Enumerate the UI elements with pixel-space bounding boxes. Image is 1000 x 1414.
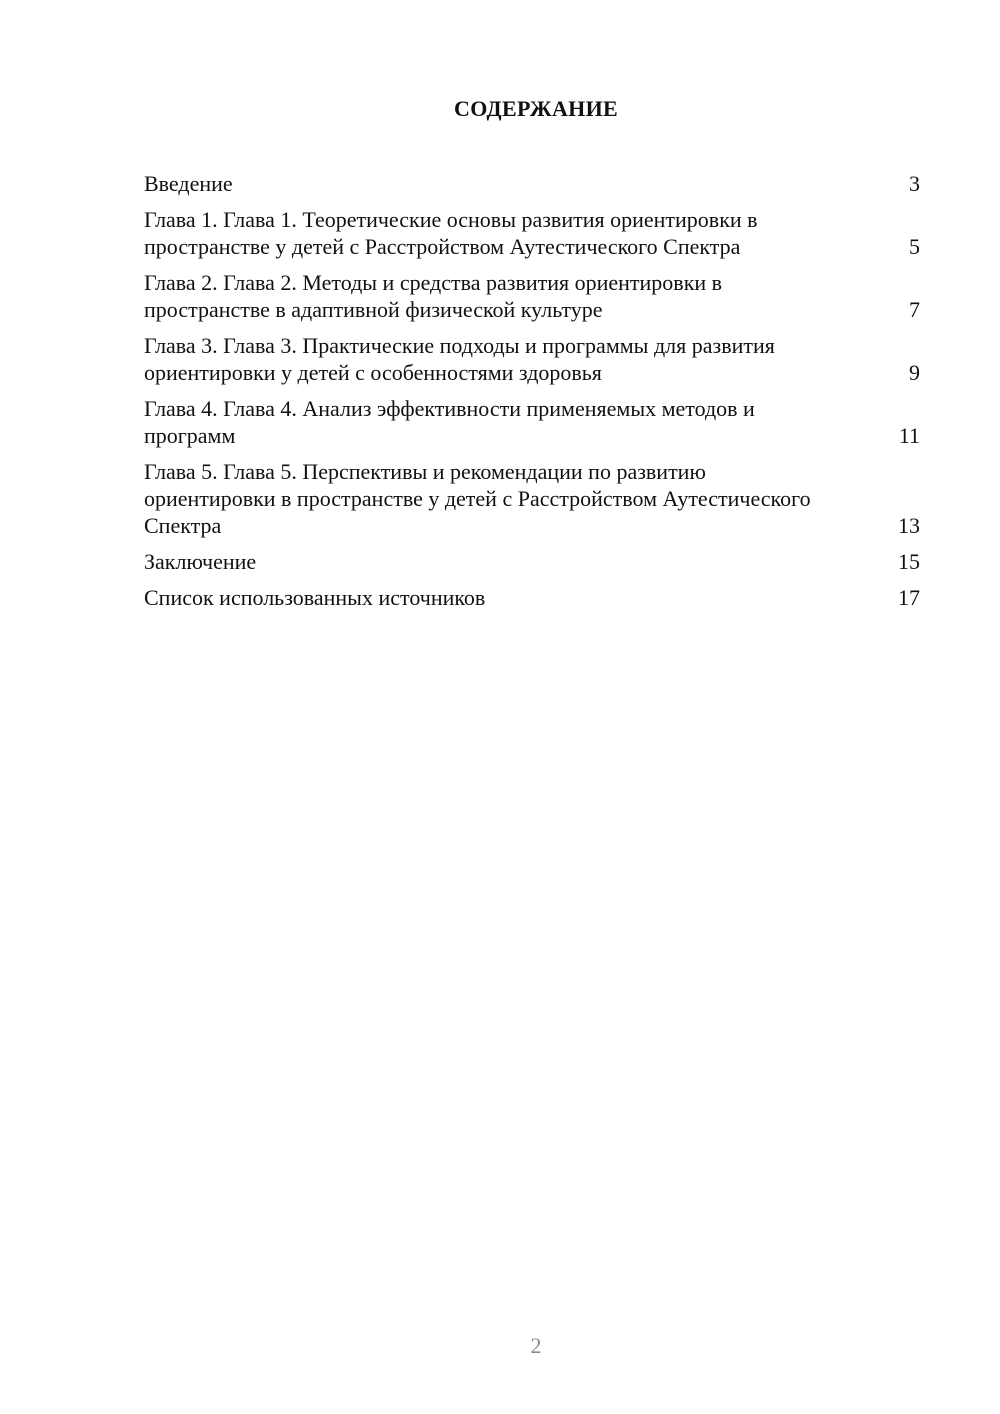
toc-entry-text: Глава 2. Глава 2. Методы и средства развития ориентировки в пространстве в адаптивной физической культуре (144, 270, 723, 322)
toc-entry-conclusion[interactable] (144, 548, 920, 575)
toc-entry-chapter-1[interactable] (144, 206, 920, 260)
toc-entry-chapter-5[interactable] (144, 458, 920, 539)
toc-entry-introduction[interactable] (144, 170, 920, 197)
table-of-contents (144, 170, 920, 620)
toc-entry-chapter-4[interactable] (144, 395, 920, 449)
toc-entry-page: 13 (898, 513, 920, 538)
page-number: 2 (530, 1333, 542, 1358)
toc-entry-page: 17 (898, 585, 920, 610)
toc-entry-page: 3 (909, 171, 920, 196)
toc-entry-text: Введение (144, 171, 233, 196)
toc-entry-page: 5 (909, 234, 920, 259)
toc-entry-chapter-2[interactable] (144, 269, 920, 323)
toc-entry-text: Глава 4. Глава 4. Анализ эффективности применяемых методов и программ (144, 396, 755, 448)
toc-entry-chapter-3[interactable] (144, 332, 920, 386)
toc-entry-text: Глава 5. Глава 5. Перспективы и рекомендации по развитию ориентировки в пространстве у детей с Расстройством Аутестического Спектра (144, 459, 811, 538)
toc-entry-page: 15 (898, 549, 920, 574)
toc-entry-references[interactable] (144, 584, 920, 611)
toc-entry-text: Глава 1. Глава 1. Теоретические основы развития ориентировки в пространстве у детей с Расстройством Аутестического Спектра (144, 207, 758, 259)
page-title: СОДЕРЖАНИЕ (454, 96, 618, 121)
toc-entry-text: Глава 3. Глава 3. Практические подходы и программы для развития ориентировки у детей с особенностями здоровья (144, 333, 775, 385)
toc-entry-text: Список использованных источников (144, 585, 486, 610)
toc-entry-page: 11 (898, 423, 920, 448)
toc-entry-page: 9 (909, 360, 920, 385)
toc-entry-page: 7 (909, 297, 920, 322)
toc-entry-text: Заключение (144, 549, 257, 574)
